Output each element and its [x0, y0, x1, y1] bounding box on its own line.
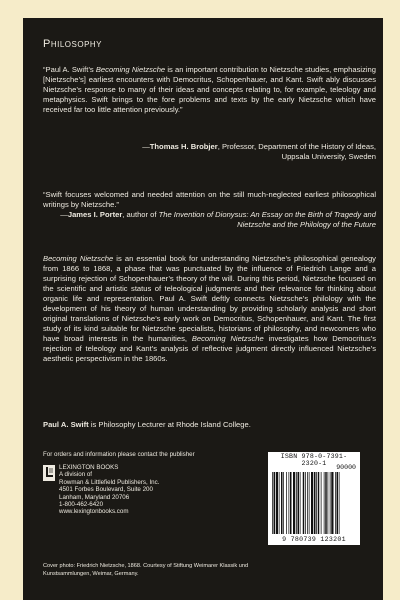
- book-title: Becoming Nietzsche: [43, 254, 114, 263]
- barcode-bar: [331, 472, 333, 534]
- barcode-bar: [283, 472, 284, 534]
- orders-info: For orders and information please contact the publisher: [43, 451, 195, 458]
- barcode-icon: [271, 472, 357, 535]
- book-title: Becoming Nietzsche: [191, 334, 264, 343]
- reviewer-affiliation: Uppsala University, Sweden: [281, 152, 376, 161]
- quote-text: “Paul A. Swift’s: [43, 65, 96, 74]
- barcode-bar: [337, 472, 339, 534]
- review-attribution-1: —Thomas H. Brobjer, Professor, Department of the History of Ideas, Uppsala University, Sweden: [43, 142, 376, 162]
- author-bio: Paul A. Swift is Philosophy Lecturer at Rhode Island College.: [43, 420, 251, 429]
- book-description: Becoming Nietzsche is an essential book for understanding Nietzsche’s philosophical genealogy from 1866 to 1868, a phase that was punctuated by the influence of Friedrich Lange and a surprising rejection of Schopenhauer’s theory of the will. During this period, Nietzsche focused on the scientific and artistic status of teleological judgments and their relevance for thinking about organic life and representation. Paul A. Swift deftly connects Nietzsche’s philology with the development of his theory of human understanding by providing scholarly analysis and short original translations of Nietzsche’s early work on Democritus, Schopenhauer, and Kant. The first study of its kind suitable for Nietzsche specialists, historians of philosophy, and newcomers who have broad interests in the humanities, Becoming Nietzsche investigates how Democritus’s rejection of teleology and Kant’s analysis of reflective judgment directly influenced Nietzsche’s aesthetic perspectivism in the 1860s.: [43, 254, 376, 363]
- price-code: 90000: [336, 464, 356, 471]
- barcode-bar: [272, 472, 273, 534]
- barcode-bar: [300, 472, 301, 534]
- barcode-bar: [303, 472, 305, 534]
- author-name: Paul A. Swift: [43, 420, 89, 429]
- barcode-bar: [274, 472, 276, 534]
- back-cover: [23, 18, 383, 600]
- barcode-bar: [328, 472, 329, 534]
- barcode-bar: [286, 472, 287, 534]
- barcode-box: [268, 452, 360, 545]
- publisher-phone: 1-800-462-6420: [59, 501, 104, 509]
- barcode-bar: [298, 472, 300, 534]
- barcode-bar: [305, 472, 306, 534]
- barcode-bar: [309, 472, 310, 534]
- publisher-line: Lanham, Maryland 20706: [59, 493, 130, 501]
- lexington-logo-icon: [43, 465, 55, 481]
- barcode-bar: [293, 472, 295, 534]
- barcode-bar: [296, 472, 297, 534]
- quote-text: is an important contribution to Nietzsche studies, emphasizing [Nietzsche’s] earliest encounters with Democritus, Schopenhauer, and Kant. Swift ably discusses Nietzsche’s response to many of their ideas and concepts relating to, for example, teleology and metaphysics. Swift brings to the fore problems and texts by the early Nietzsche which have received far too little attention previously.”: [43, 65, 376, 114]
- barcode-bar: [290, 472, 292, 534]
- review-attribution-2: —James I. Porter, author of The Invention of Dionysus: An Essay on the Birth of Tragedy and Nietzsche and the Philology of the Future: [60, 210, 376, 229]
- barcode-bar: [311, 472, 313, 534]
- barcode-bar: [335, 472, 336, 534]
- barcode-bar: [279, 472, 280, 534]
- reviewer-name: James I. Porter: [67, 210, 123, 219]
- isbn-label: ISBN 978-0-7391-2320-1: [280, 453, 348, 467]
- category-label: Philosophy: [43, 38, 103, 50]
- review-quote-1: [43, 65, 376, 115]
- publisher-line: 4501 Forbes Boulevard, Suite 200: [59, 486, 153, 494]
- barcode-bar: [281, 472, 283, 534]
- barcode-bar: [276, 472, 278, 534]
- barcode-bar: [324, 472, 325, 534]
- barcode-bar: [339, 472, 340, 534]
- isbn-digits: 9 780739 123201: [282, 536, 346, 543]
- barcode-bar: [307, 472, 308, 534]
- publisher-line: A division of: [59, 471, 93, 479]
- publisher-imprint: LEXINGTON BOOKS: [59, 464, 119, 471]
- barcode-bar: [325, 472, 327, 534]
- barcode-bar: [316, 472, 317, 534]
- barcode-bar: [314, 472, 316, 534]
- publisher-line: Rowman & Littlefield Publishers, Inc.: [59, 478, 160, 486]
- barcode-bar: [321, 472, 322, 534]
- reviewer-name: Thomas H. Brobjer: [149, 142, 218, 151]
- barcode-bar: [318, 472, 320, 534]
- publisher-website: www.lexingtonbooks.com: [59, 508, 129, 516]
- reviewer-book-title: The Invention of Dionysus: An Essay on the Birth of Tragedy and Nietzsche and the Philology of the Future: [158, 210, 376, 229]
- cover-photo-credit: Cover photo: Friedrich Nietzsche, 1868. Courtesy of Stiftung Weimarer Klassik und Kunstsammlungen, Weimar, Germany.: [43, 563, 249, 577]
- barcode-bar: [330, 472, 331, 534]
- review-quote-2: “Swift focuses welcomed and needed attention on the still much-neglected earliest philosophical writings by Nietzsche.”: [43, 190, 376, 209]
- book-title: Becoming Nietzsche: [95, 65, 166, 74]
- barcode-bar: [289, 472, 290, 534]
